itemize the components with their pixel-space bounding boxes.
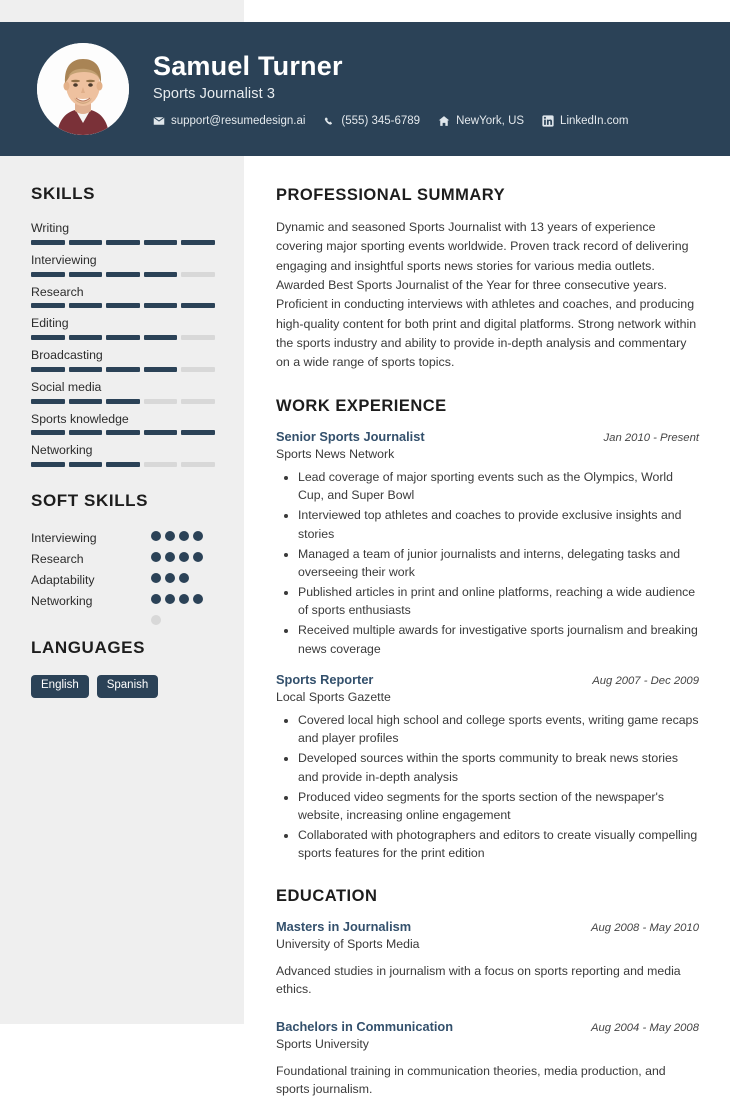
contact-email[interactable] <box>153 115 305 127</box>
skill-segment <box>181 335 215 340</box>
contact-list <box>153 115 628 127</box>
work-bullet-list <box>276 711 699 863</box>
soft-skill-dot <box>151 531 161 541</box>
skill-segment <box>31 272 65 277</box>
education-entry-header <box>276 1019 699 1036</box>
envelope-icon <box>153 115 165 127</box>
linkedin-icon <box>542 115 554 127</box>
phone-icon <box>323 115 335 127</box>
skill-level-bar <box>31 430 215 435</box>
skill-segment <box>31 335 65 340</box>
skill-segment <box>69 335 103 340</box>
soft-skills-list <box>31 528 216 612</box>
work-heading: WORK EXPERIENCE <box>276 396 447 415</box>
skill-segment <box>106 272 140 277</box>
skill-segment <box>69 303 103 308</box>
skill-row <box>31 380 216 404</box>
soft-skill-dot <box>165 594 175 604</box>
skill-segment <box>144 240 178 245</box>
education-section <box>276 887 699 1099</box>
skill-segment <box>181 462 215 467</box>
skill-segment <box>181 430 215 435</box>
skill-segment <box>106 462 140 467</box>
work-company: Local Sports Gazette <box>276 690 391 705</box>
education-date-range: Aug 2004 - May 2008 <box>590 1021 699 1034</box>
skill-row <box>31 316 216 340</box>
work-bullet: • Interviewed top athletes and coaches to provide exclusive insights and stories <box>298 506 699 542</box>
avatar <box>37 43 129 135</box>
skill-level-bar <box>31 399 215 404</box>
soft-skill-row <box>31 591 216 612</box>
work-bullet: • Received multiple awards for investigative sports journalism and breaking news coverage <box>298 621 699 657</box>
skill-segment <box>144 399 178 404</box>
work-job-title: Senior Sports Journalist <box>276 428 425 444</box>
skill-level-bar <box>31 240 215 245</box>
skill-segment <box>69 240 103 245</box>
languages-list <box>31 675 216 698</box>
soft-skill-row <box>31 528 216 549</box>
skill-segment <box>144 430 178 435</box>
soft-skill-dot <box>151 552 161 562</box>
contact-location[interactable] <box>438 115 524 127</box>
soft-skill-label: Adaptability <box>31 573 95 588</box>
soft-skill-label: Networking <box>31 594 93 609</box>
skill-segment <box>69 462 103 467</box>
skill-row <box>31 221 216 245</box>
contact-linkedin[interactable] <box>542 115 628 127</box>
skills-heading: SKILLS <box>31 184 96 203</box>
work-bullet: • Lead coverage of major sporting events such as the Olympics, World Cup, and Super Bowl <box>298 468 699 504</box>
soft-skill-label: Research <box>31 552 84 567</box>
contact-phone-value: (555) 345-6789 <box>341 115 421 128</box>
contact-phone[interactable] <box>323 115 420 127</box>
education-description: Advanced studies in journalism with a focus on sports reporting and media ethics. <box>276 963 681 997</box>
skill-label: Networking <box>31 443 93 458</box>
skill-level-bar <box>31 462 215 467</box>
work-bullet-list <box>276 468 699 658</box>
contact-email-value: support@resumedesign.ai <box>171 115 306 128</box>
skill-segment <box>31 367 65 372</box>
languages-section <box>31 638 216 698</box>
work-bullet: • Produced video segments for the sports section of the newspaper's website, increasing online engagement <box>298 788 699 824</box>
work-bullet: • Developed sources within the sports community to break news stories and provide in-depth analysis <box>298 749 699 785</box>
contact-linkedin-value: LinkedIn.com <box>560 115 629 128</box>
education-description: Foundational training in communication theories, media production, and sports journalism. <box>276 1063 666 1097</box>
skill-segment <box>69 367 103 372</box>
soft-skill-dot <box>193 552 203 562</box>
soft-skill-dot <box>179 531 189 541</box>
soft-skill-dots <box>151 531 203 541</box>
soft-skill-dot <box>179 552 189 562</box>
resume-header <box>0 22 730 156</box>
education-entry-header <box>276 919 699 936</box>
skill-row <box>31 253 216 277</box>
page-title: Samuel Turner <box>153 50 343 81</box>
soft-skill-dots <box>151 573 189 583</box>
skill-segment <box>106 335 140 340</box>
education-date-range: Aug 2008 - May 2010 <box>590 921 699 934</box>
education-entry <box>276 1019 699 1099</box>
soft-skill-dot <box>193 594 203 604</box>
education-entry <box>276 919 699 999</box>
skill-segment <box>181 367 215 372</box>
skill-label: Interviewing <box>31 252 97 267</box>
soft-skill-dot <box>179 573 189 583</box>
work-entry <box>276 429 699 658</box>
soft-skills-heading: SOFT SKILLS <box>31 491 149 510</box>
skill-segment <box>31 430 65 435</box>
soft-skill-dot <box>165 531 175 541</box>
skill-segment <box>181 272 215 277</box>
work-entry-header <box>276 429 699 446</box>
skill-label: Broadcasting <box>31 348 103 362</box>
skill-label: Editing <box>31 316 69 331</box>
skill-segment <box>144 367 178 372</box>
contact-location-value: NewYork, US <box>456 115 525 128</box>
skill-segment <box>144 335 178 340</box>
skill-segment <box>31 303 65 308</box>
skill-label: Social media <box>31 379 102 394</box>
language-chip[interactable]: Spanish <box>97 675 159 698</box>
skill-segment <box>106 303 140 308</box>
soft-skill-dots <box>151 594 203 604</box>
work-bullet: • Published articles in print and online platforms, reaching a wide audience of sports enthusiasts <box>298 583 699 619</box>
skill-segment <box>31 462 65 467</box>
job-title: Sports Journalist 3 <box>153 86 275 103</box>
work-bullet: • Managed a team of junior journalists and interns, delegating tasks and overseeing their work <box>298 545 699 581</box>
skill-segment <box>181 399 215 404</box>
skill-row <box>31 412 216 436</box>
skill-level-bar <box>31 367 215 372</box>
skill-row <box>31 285 216 309</box>
skill-segment <box>181 303 215 308</box>
soft-skill-dot <box>151 615 161 625</box>
header-text-block <box>153 51 628 127</box>
skill-row <box>31 443 216 467</box>
soft-skill-label: Interviewing <box>31 531 97 546</box>
soft-skill-dot <box>193 531 203 541</box>
skill-segment <box>181 240 215 245</box>
soft-skill-dot <box>151 573 161 583</box>
main-content <box>244 156 730 1099</box>
soft-skill-dot <box>165 552 175 562</box>
skill-segment <box>106 399 140 404</box>
home-icon <box>438 115 450 127</box>
work-entries <box>276 429 699 863</box>
skill-segment <box>144 303 178 308</box>
education-entries <box>276 919 699 1099</box>
sidebar <box>0 156 244 698</box>
work-company: Sports News Network <box>276 447 395 462</box>
skill-label: Research <box>31 284 84 299</box>
skills-list <box>31 221 216 467</box>
soft-skill-dot <box>179 594 189 604</box>
skill-segment <box>106 367 140 372</box>
skill-level-bar <box>31 272 215 277</box>
language-chip[interactable]: English <box>31 675 89 698</box>
skill-level-bar <box>31 335 215 340</box>
work-entry-header <box>276 672 699 689</box>
work-bullet: • Collaborated with photographers and editors to create visually compelling sports features for the print edition <box>298 826 699 862</box>
skill-segment <box>69 272 103 277</box>
education-degree: Bachelors in Communication <box>276 1018 454 1034</box>
skill-level-bar <box>31 303 215 308</box>
soft-skill-row <box>31 549 216 570</box>
skill-row <box>31 348 216 372</box>
professional-summary-section <box>276 186 699 373</box>
work-job-title: Sports Reporter <box>276 671 374 687</box>
skill-segment <box>31 240 65 245</box>
summary-heading: PROFESSIONAL SUMMARY <box>276 186 506 204</box>
work-experience-section <box>276 397 699 863</box>
skill-segment <box>144 272 178 277</box>
skill-segment <box>69 430 103 435</box>
languages-heading: LANGUAGES <box>31 638 146 657</box>
work-bullet: • Covered local high school and college sports events, writing game recaps and player profiles <box>298 711 699 747</box>
skill-segment <box>31 399 65 404</box>
soft-skill-dot <box>151 594 161 604</box>
summary-text: Dynamic and seasoned Sports Journalist with 13 years of experience covering major sporting events worldwide. Proven track record of delivering engaging and insightful sports news stories for various media outlets. Awarded Best Sports Journalist of the Year for three consecutive years. Proficient in conducting interviews with athletes and coaches, and producing high-quality content for both print and digital platforms. Strong network within the sports industry and ability to provide in-depth analysis and commentary on a wide range of sports topics. <box>276 220 697 370</box>
skill-segment <box>106 240 140 245</box>
skill-segment <box>106 430 140 435</box>
soft-skill-row <box>31 570 216 591</box>
soft-skills-section <box>31 491 216 612</box>
education-heading: EDUCATION <box>276 886 378 905</box>
work-date-range: Aug 2007 - Dec 2009 <box>592 674 699 687</box>
soft-skill-dots <box>151 552 203 562</box>
education-degree: Masters in Journalism <box>276 918 412 934</box>
skill-label: Sports knowledge <box>31 411 129 426</box>
skill-segment <box>144 462 178 467</box>
work-date-range: Jan 2010 - Present <box>603 431 699 444</box>
skill-label: Writing <box>31 221 70 235</box>
work-entry <box>276 672 699 863</box>
education-school: University of Sports Media <box>276 937 420 952</box>
skill-segment <box>69 399 103 404</box>
education-school: Sports University <box>276 1037 369 1052</box>
soft-skill-dot <box>165 573 175 583</box>
